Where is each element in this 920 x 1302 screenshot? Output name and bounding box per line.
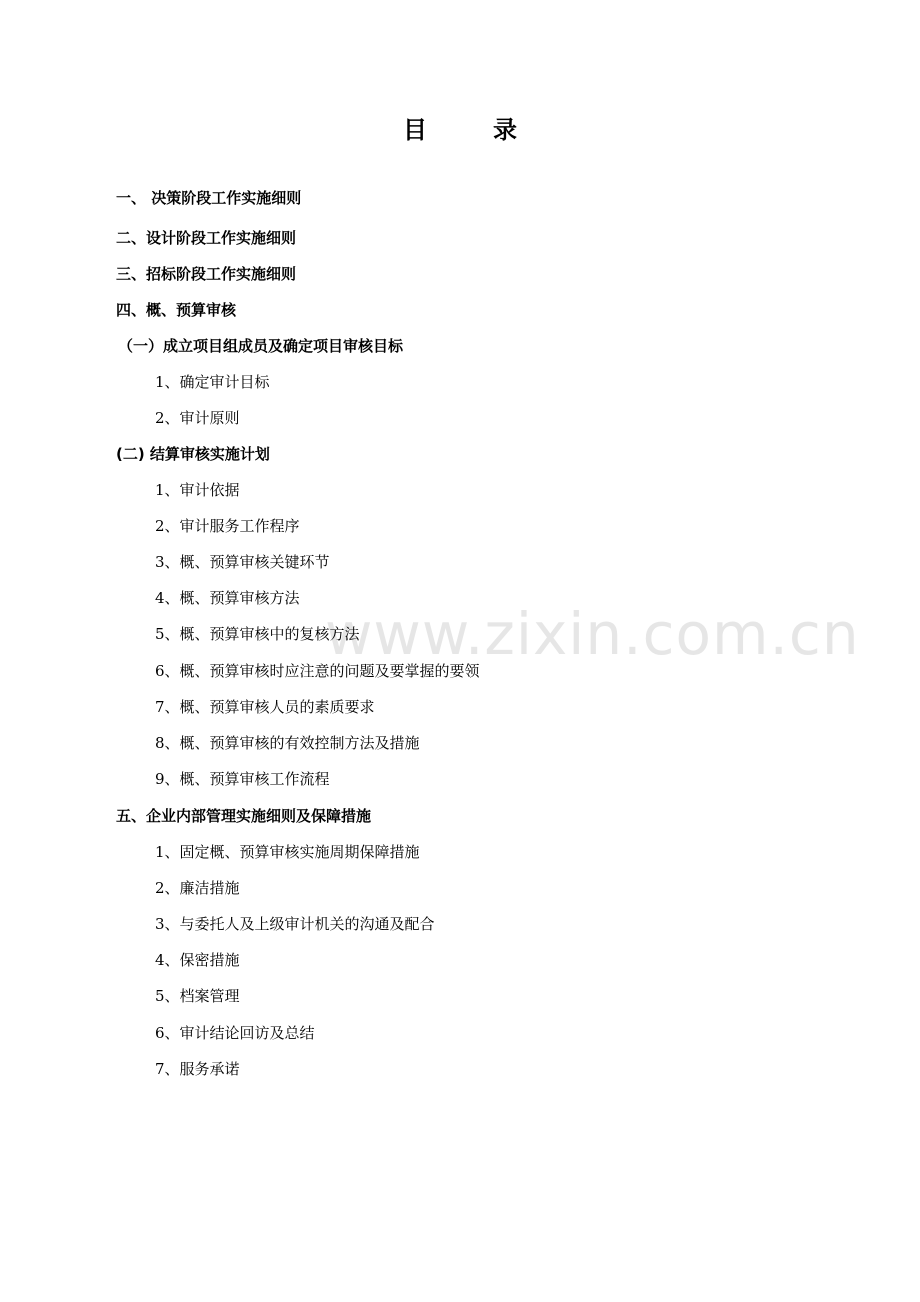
toc-item: 3、与委托人及上级审计机关的沟通及配合: [155, 915, 435, 933]
toc-item: 6、审计结论回访及总结: [155, 1024, 315, 1042]
toc-item: 1、审计依据: [155, 481, 240, 499]
toc-item: 3、概、预算审核关键环节: [155, 553, 330, 571]
toc-section-4: 四、概、预算审核: [116, 301, 237, 319]
toc-section-3: 三、招标阶段工作实施细则: [116, 265, 297, 283]
toc-item: 4、保密措施: [155, 951, 240, 969]
toc-subsection-4-1: （一）成立项目组成员及确定项目审核目标: [118, 337, 404, 355]
toc-section-1: 一、 决策阶段工作实施细则: [116, 189, 302, 207]
page-title: [0, 110, 920, 145]
toc-item: 4、概、预算审核方法: [155, 589, 300, 607]
toc-item: 1、固定概、预算审核实施周期保障措施: [155, 843, 420, 861]
title-char-left: 目: [403, 116, 427, 144]
toc-item: 2、审计服务工作程序: [155, 517, 300, 535]
toc-subsection-4-2: (二) 结算审核实施计划: [116, 445, 270, 463]
toc-section-5: 五、企业内部管理实施细则及保障措施: [116, 807, 372, 825]
toc-item: 8、概、预算审核的有效控制方法及措施: [155, 734, 420, 752]
toc-item: 1、确定审计目标: [155, 373, 270, 391]
toc-section-2: 二、设计阶段工作实施细则: [116, 229, 297, 247]
toc-item: 2、审计原则: [155, 409, 240, 427]
toc-item: 9、概、预算审核工作流程: [155, 770, 330, 788]
toc-item: 6、概、预算审核时应注意的问题及要掌握的要领: [155, 662, 480, 680]
title-char-right: 录: [493, 116, 517, 144]
toc-item: 7、概、预算审核人员的素质要求: [155, 698, 375, 716]
toc-item: 5、档案管理: [155, 987, 240, 1005]
toc-item: 5、概、预算审核中的复核方法: [155, 625, 360, 643]
toc-item: 7、服务承诺: [155, 1060, 240, 1078]
watermark: www.zixin.com.cn: [325, 600, 860, 668]
toc-item: 2、廉洁措施: [155, 879, 240, 897]
